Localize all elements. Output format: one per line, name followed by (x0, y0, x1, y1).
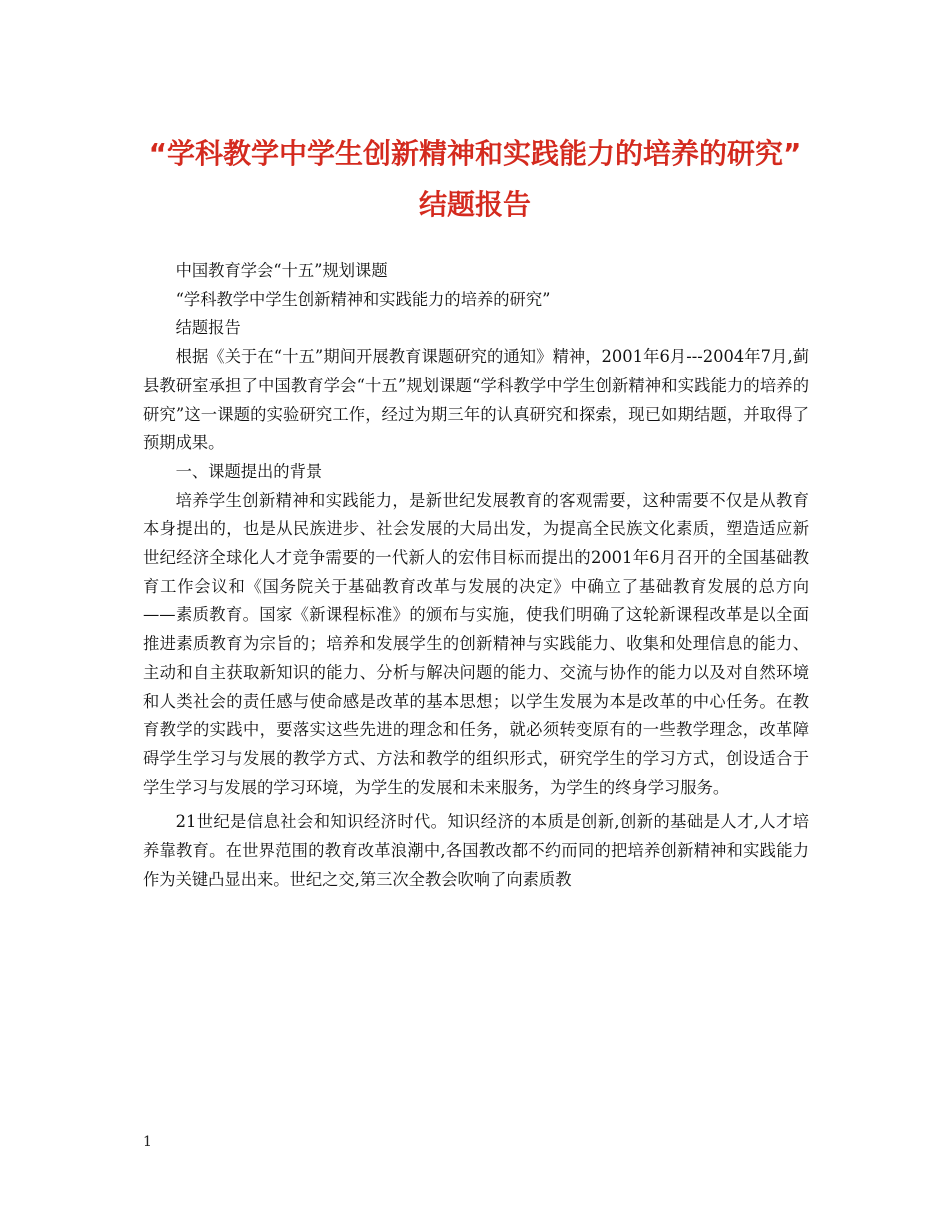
title-line-1: “学科教学中学生创新精神和实践能力的培养的研究” (148, 137, 802, 170)
paragraph-background: 培养学生创新精神和实践能力，是新世纪发展教育的客观需要，这种需要不仅是从教育本身提出的，也是从民族进步、社会发展的大局出发，为提高全民族文化素质，塑造适应新世纪经济全球化人才竞争需要的一代新人的宏伟目标而提出的2001年6月召开的全国基础教育工作会议和《国务院关于基础教育改革与发展的决定》中确立了基础教育发展的总方向——素质教育。国家《新课程标准》的颁布与实施，使我们明确了这轮新课程改革是以全面推进素质教育为宗旨的；培养和发展学生的创新精神与实践能力、收集和处理信息的能力、主动和自主获取新知识的能力、分析与解决问题的能力、交流与协作的能力以及对自然环境和人类社会的责任感与使命感是改革的基本思想；以学生发展为本是改革的中心任务。在教育教学的实践中，要落实这些先进的理念和任务，就必须转变原有的一些教学理念，改革障碍学生学习与发展的教学方式、方法和教学的组织形式，研究学生的学习方式，创设适合于学生学习与发展的学习环境，为学生的发展和未来服务，为学生的终身学习服务。 (143, 490, 809, 797)
section-heading-background: 一、课题提出的背景 (175, 461, 323, 481)
title-line-2: 结题报告 (418, 188, 531, 221)
paragraph-subject-heading: 中国教育学会“十五”规划课题 (175, 261, 388, 280)
document-body (143, 257, 809, 894)
page-number: 1 (143, 1134, 152, 1150)
paragraph-intro: 根据《关于在“十五”期间开展教育课题研究的通知》精神，2001年6月---2004年7月,蓟县教研室承担了中国教育学会“十五”规划课题“学科教学中学生创新精神和实践能力的培养的研究”这一课题的实验研究工作，经过为期三年的认真研究和探索，现已如期结题，并取得了预期成果。 (143, 347, 809, 453)
paragraph-project-title: “学科教学中学生创新精神和实践能力的培养的研究” (175, 289, 551, 309)
paragraph-21st-century: 21世纪是信息社会和知识经济时代。知识经济的本质是创新,创新的基础是人才,人才培养靠教育。在世界范围的教育改革浪潮中,各国教改都不约而同的把培养创新精神和实践能力作为关键凸显出来。世纪之交,第三次全教会吹响了向素质教 (143, 812, 809, 889)
paragraph-report-label: 结题报告 (175, 318, 241, 338)
document-title (60, 128, 890, 230)
